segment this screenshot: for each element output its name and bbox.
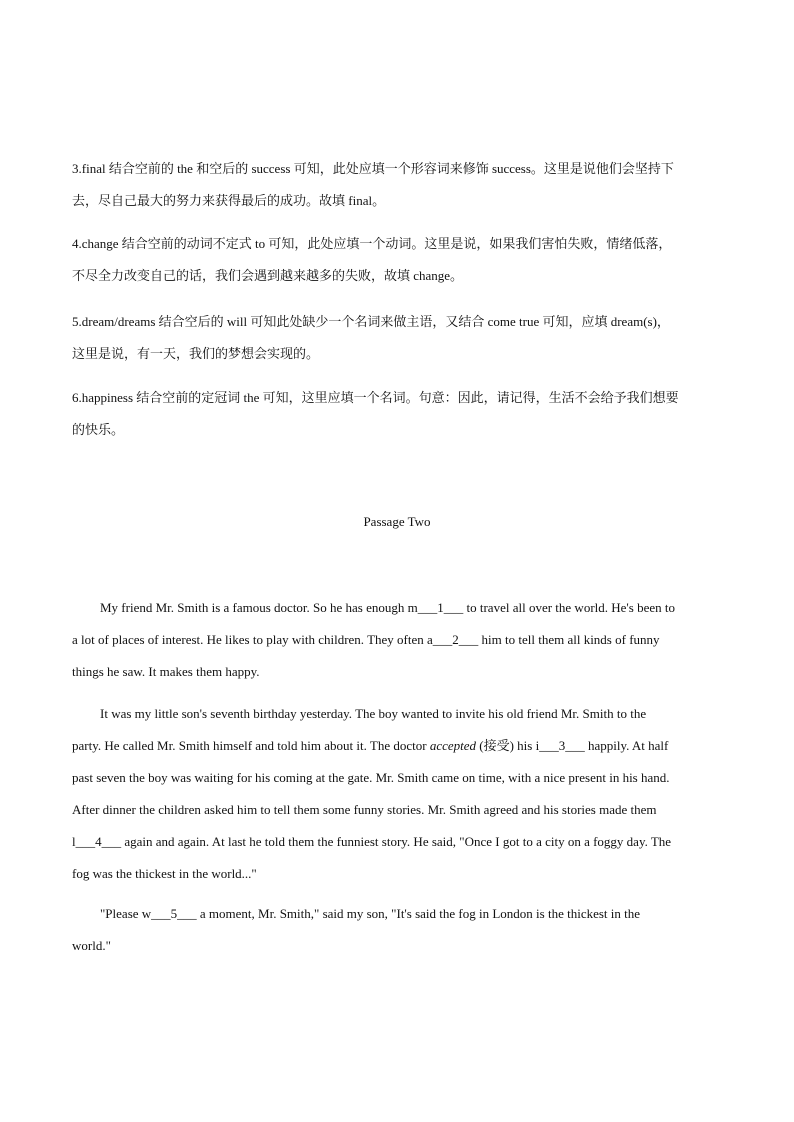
explanation-4 (72, 228, 724, 292)
explanation-line: 不尽全力改变自己的话，我们会遇到越来越多的失败，故填 change。 (72, 268, 464, 283)
passage-line: My friend Mr. Smith is a famous doctor. So he has enough m___1___ to travel all over the world. He's been to (100, 600, 675, 615)
passage-line: a lot of places of interest. He likes to play with children. They often a___2___ him to tell them all kinds of funny (72, 632, 660, 647)
passage-line: "Please w___5___ a moment, Mr. Smith," said my son, "It's said the fog in London is the thickest in the (100, 906, 641, 921)
passage-text: (接受) his i___3___ happily. At half (476, 738, 669, 753)
italic-word: accepted (429, 738, 477, 753)
explanation-line: 的快乐。 (72, 422, 125, 437)
explanation-line: 去，尽自己最大的努力来获得最后的成功。故填 final。 (72, 193, 386, 208)
explanation-6 (72, 382, 724, 446)
passage-paragraph-2 (72, 698, 724, 890)
passage-line: After dinner the children asked him to tell them some funny stories. Mr. Smith agreed and his stories made them (72, 802, 657, 817)
explanation-line: 这里是说，有一天，我们的梦想会实现的。 (72, 346, 320, 361)
explanation-line: 4.change 结合空前的动词不定式 to 可知，此处应填一个动词。这里是说，如果我们害怕失败，情绪低落， (72, 236, 672, 251)
passage-line: world." (72, 938, 111, 953)
passage-line: It was my little son's seventh birthday yesterday. The boy wanted to invite his old friend Mr. Smith to the (100, 706, 647, 721)
explanation-3 (72, 153, 724, 217)
passage-line: things he saw. It makes them happy. (72, 664, 260, 679)
explanation-line: 5.dream/dreams 结合空后的 will 可知此处缺少一个名词来做主语，又结合 come true 可知，应填 dream(s)， (72, 314, 670, 329)
passage-line: past seven the boy was waiting for his coming at the gate. Mr. Smith came on time, with a nice present in his hand. (72, 770, 670, 785)
passage-line: l___4___ again and again. At last he told them the funniest story. He said, "Once I got to a city on a foggy day. The (72, 834, 672, 849)
explanation-5 (72, 306, 724, 370)
explanation-line: 6.happiness 结合空前的定冠词 the 可知，这里应填一个名词。句意：因此，请记得，生活不会给予我们想要 (72, 390, 679, 405)
passage-paragraph-3 (72, 898, 724, 962)
passage-title: Passage Two (363, 514, 431, 529)
passage-line (72, 730, 724, 762)
passage-text: party. He called Mr. Smith himself and told him about it. The doctor (72, 738, 430, 753)
passage-line: fog was the thickest in the world..." (72, 866, 257, 881)
explanation-line: 3.final 结合空前的 the 和空后的 success 可知，此处应填一个形容词来修饰 success。这里是说他们会坚持下 (72, 161, 674, 176)
passage-paragraph-1 (72, 592, 724, 688)
